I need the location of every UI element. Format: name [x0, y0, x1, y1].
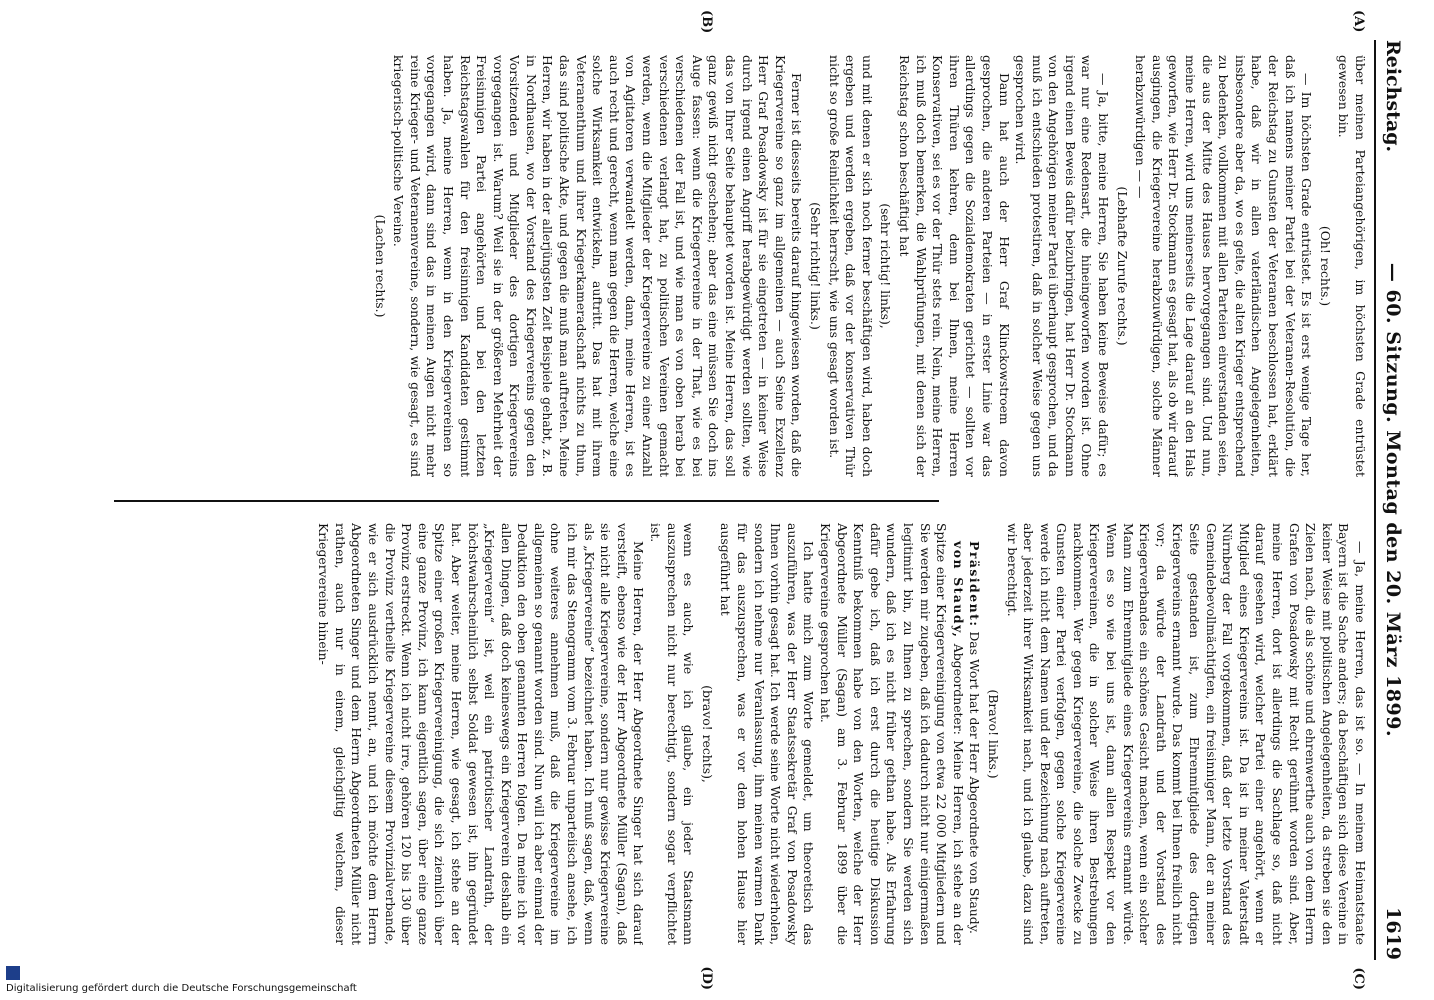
paragraph: — Im höchsten Grade entrüstet. Es ist erst wenige Tage her, daß ich namens meiner Partei bei der Veteranen-Resolution, die der Reichstag zu Gunsten der Veteranen beschlossen hat, erklärt habe, daß wir in allen vaterländischen Angelegenheiten, insbesondere aber da, wo es gelte, die alten Krieger entsprechend zu bedenken, vollkommen mit allen Parteien einverstanden seien, die aus der Mitte des Hauses hervorgegangen sind. Und nun, meine Herren, wird uns meinerseits die Lage darauf an den Hals geworfen, wie Herr Dr. Stockmann es gesagt hat, als ob wir darauf ausgingen, die Kriegervereine herabzuwürdigen, solche Männer herabzuwürdigen — — [1133, 55, 1315, 477]
interjection: (sehr richtig! links), [878, 203, 894, 329]
speaker-text: Abgeordneter: Meine Herren, ich stehe an der Spitze einer Kriegervereinigung von etwa 22 000 Mitgliedern und Sie werden mir zugeben, daß ich dadurch nicht nur einigermaßen legitimirt bin, zu Ihnen zu sprechen, sondern Sie werden sich wundern, daß ich es nicht früher gethan habe. Als Erfahrung dafür gebe ich, daß ich erst durch die heutige Diskussion Kenntniß bekommen habe von den Worten, welche der Herr Abgeordnete Müller (Sagan) am 3. Februar 1899 über die Kriegervereine gesprochen hat. [818, 523, 966, 945]
interjection: (Oh! rechts.) [1317, 225, 1333, 307]
margin-marker-b: (B) [699, 10, 714, 34]
paragraph: Ferner ist diesseits bereits darauf hingewiesen worden, daß die Kriegervereine so ganz im allgemeinen — auch Seine Exzellenz Herr Graf Posadowsky ist für sie eingetreten — in keiner Weise durch irgend einen Angriff herabgewürdigt werden sollten, wie das von Ihrer Seite behauptet worden ist. Meine Herren, das soll ganz gewiß nicht geschehen; aber das eine müssen Sie doch ins Auge fassen: wenn die Kriegervereine in der That, wie es bei verschiedenen der Fall ist, und wie man es von oben herab bei verschiedenen verlangt hat, zu politischen Vereinen gemacht werden, wenn die Mitglieder der Kriegervereine zu einer Anzahl von Agitatoren verwandelt werden, dann, meine Herren, ist es auch recht und gerecht, wenn man gegen die Herren, welche eine solche Wirksamkeit entwickeln, auftritt. Das hat mit ihrem Veteranenthum und ihrer Kriegerkameradschaft nichts zu thun, das sind politische Akte, und gegen die muß man auftreten. Meine Herren, wir haben in der allerjüngsten Zeit Beispiele gehabt, z. B. in Nordhausen, wo der Vorstand des Kriegervereins gegen den Vorsitzenden und Mitglieder des dortigen Kriegervereins vorgegangen ist. Warum? Weil sie in der größeren Mehrheit der Freisinnigen Partei angehörten und bei den letzten Reichstagswahlen für den freisinnigen Kandidaten gestimmt haben. Ja, meine Herren, wenn in den Kriegervereinen so vorgegangen wird, dann sind das in meinen Augen nicht mehr reine Krieger- und Veteranenvereine, sondern, wie gesagt, es sind kriegerisch-politische Vereine. [391, 55, 805, 477]
paragraph: über meinen Parteiangehörigen, im höchsten Grade entrüstet gewesen bin. [1336, 55, 1368, 477]
dfg-logo-icon [6, 966, 20, 980]
paragraph: Dann hat auch der Herr Graf Klinckowstroem davon gesprochen, die anderen Parteien — in erster Linie war das allerdings gegen die Sozialdemokraten gerichtet — sollten vor ihren Thüren kehren, denn bei Ihnen, meine Herren Konservativen, sei es vor der Thür stets rein. Nein, meine Herren, ich muß doch bemerken, die Wahlprüfungen, mit denen sich der Reichstag schon beschäftigt hat [896, 55, 1012, 477]
header-rule [1374, 40, 1376, 960]
paragraph: Meine Herren, der Herr Abgeordnete Singer hat sich darauf versteift, ebenso wie der Herr Abgeordnete Müller (Sagan), daß sie nicht alle Kriegervereine, sondern nur gewisse Kriegervereine als „Kriegervereine“ bezeichnet haben. Ich muß sagen, daß, wenn ich mir das Stenogramm vom 3. Februar unparteiisch ansehe, ich ohne weiteres annehmen muß, daß die Kriegervereine im allgemeinen so genannt worden sind. Nun will ich aber einmal der Deduktion den oben genannten Herren folgen. Da meine ich vor allen Dingen, daß doch keineswegs ein Kriegerverein deshalb ein „Kriegerverein“ ist, weil ein patriotischer Landrath, der höchstwahrscheinlich selbst Soldat gewesen ist, ihn gegründet hat. Aber weiter, meine Herren, wie gesagt, ich stehe an der Spitze einer großen Kriegervereinigung, die sich ziemlich über eine ganze Provinz, ich kann eigentlich sagen, über eine ganze Provinz erstreckt. Wenn ich nicht irre, gehören 120 bis 130 über die Provinz vertheilte Kriegervereine diesem Provinzialverbande, wie er sich ausdrücklich nennt, an, und ich möchte dem Herrn Abgeordneten Singer und dem Herrn Abgeordneten Müller nicht rathen, auch nur in einem, gleichgiltig welchem, dieser Kriegervereine hinein- [316, 523, 647, 945]
header-left: Reichstag. [1382, 40, 1404, 153]
page-number: 1619 [1382, 907, 1404, 960]
header-center: — 60. Sitzung. Montag den 20. März 1899. [1382, 262, 1404, 738]
footer-credit: Digitalisierung gefördert durch die Deutsche Forschungsgemeinschaft [6, 983, 357, 994]
column-divider [114, 500, 939, 502]
interjection: (Lebhafte Zurufe rechts.) [1114, 186, 1130, 346]
speaker-label: Präsident: [967, 541, 983, 628]
paragraph: Ich hatte mich zum Worte gemeldet, um theoretisch das auszuführen, was der Herr Staatssekretär Graf von Posadowsky Ihnen vorhin gesagt hat. Ich werde seine Worte nicht wiederholen, sondern ich nehme nur Veranlassung, ihm meinen warmen Dank für das auszusprechen, was er vor dem hohen Hause hier ausgeführt hat [718, 523, 817, 945]
interjection: (bravo! rechts), [699, 685, 715, 783]
page-header [1378, 40, 1414, 960]
interjection: (Lachen rechts.) [372, 214, 388, 318]
speaker-label: von Staudy, [950, 541, 966, 639]
paragraph: wenn es auch, wie ich glaube, ein jeder Staatsmann auszusprechen nicht nur berechtigt, sondern sogar verpflichtet ist. [648, 523, 697, 945]
interjection: (Bravo! links.) [985, 689, 1001, 779]
paragraph: und mit denen er sich noch ferner beschäftigen wird, haben doch ergeben und werden ergeben, daß vor der konservativen Thür nicht so große Reinlichkeit herrscht, wie uns gesagt worden ist. [826, 55, 875, 477]
speaker-text: Das Wort hat der Herr Abgeordnete von Staudy. [967, 631, 983, 934]
margin-marker-c: (C) [1351, 967, 1366, 990]
margin-marker-d: (D) [699, 966, 714, 990]
paragraph: — Ja, meine Herren, das ist so. — In meinem Heimatstaate Bayern ist die Sache anders; da beschäftigen sich diese Vereine in keiner Weise mit politischen Angelegenheiten, da streben sie den Zielen nach, die als schöne und ehrenwerthe auch von dem Herrn Grafen von Posadowsky mit Recht gerühmt worden sind. Aber, meine Herren, dort ist allerdings die Sachlage so, daß nicht darauf gesehen wird, welcher Partei einer angehört, wenn er Mitglied eines Kriegervereins ist. Da ist in meiner Vaterstadt Nürnberg der Fall vorgekommen, daß der letzte Vorstand des Gemeindebevollmächtigten, ein freisinniger Mann, der an meiner Seite gestanden ist, zum Ehrenmitgliede des dortigen Kriegervereins ernannt wurde. Das kommt bei Ihnen freilich nicht vor; da würde der Landrath und der Vorstand des Kriegerverbandes ein schönes Gesicht machen, wenn ein solcher Mann zum Ehrenmitgliede eines Kriegervereins ernannt würde. Wenn es so wie bei uns ist, dann allen Respekt vor den Kriegervereinen, die in solcher Weise ihren Bestrebungen nachkommen. Wer gegen Kriegervereine, die solche Zwecke zu Gunsten einer Partei verfolgen, gegen solche Kriegervereine werde ich nicht dem Namen und der Bezeichnung nach auftreten, aber jederzeit ihrer Wirksamkeit nach, und ich glaube, dazu sind wir berechtigt. [1004, 523, 1368, 945]
interjection: (Sehr richtig! links.) [808, 202, 823, 330]
margin-marker-a: (A) [1351, 10, 1366, 33]
left-column [103, 55, 1368, 477]
right-column [103, 523, 1368, 945]
paragraph: — Ja, bitte, meine Herren, Sie haben keine Beweise dafür; es war nur eine Redensart, die hineingeworfen worden ist. Ohne irgend einen Beweis dafür beizubringen, hat Herr Dr. Stockmann von den Angehörigen meiner Partei überhaupt gesprochen, und da muß ich entschieden protestiren, daß in solcher Weise gegen uns gesprochen wird. [1013, 55, 1112, 477]
paragraph [816, 523, 965, 945]
paragraph [966, 523, 983, 945]
